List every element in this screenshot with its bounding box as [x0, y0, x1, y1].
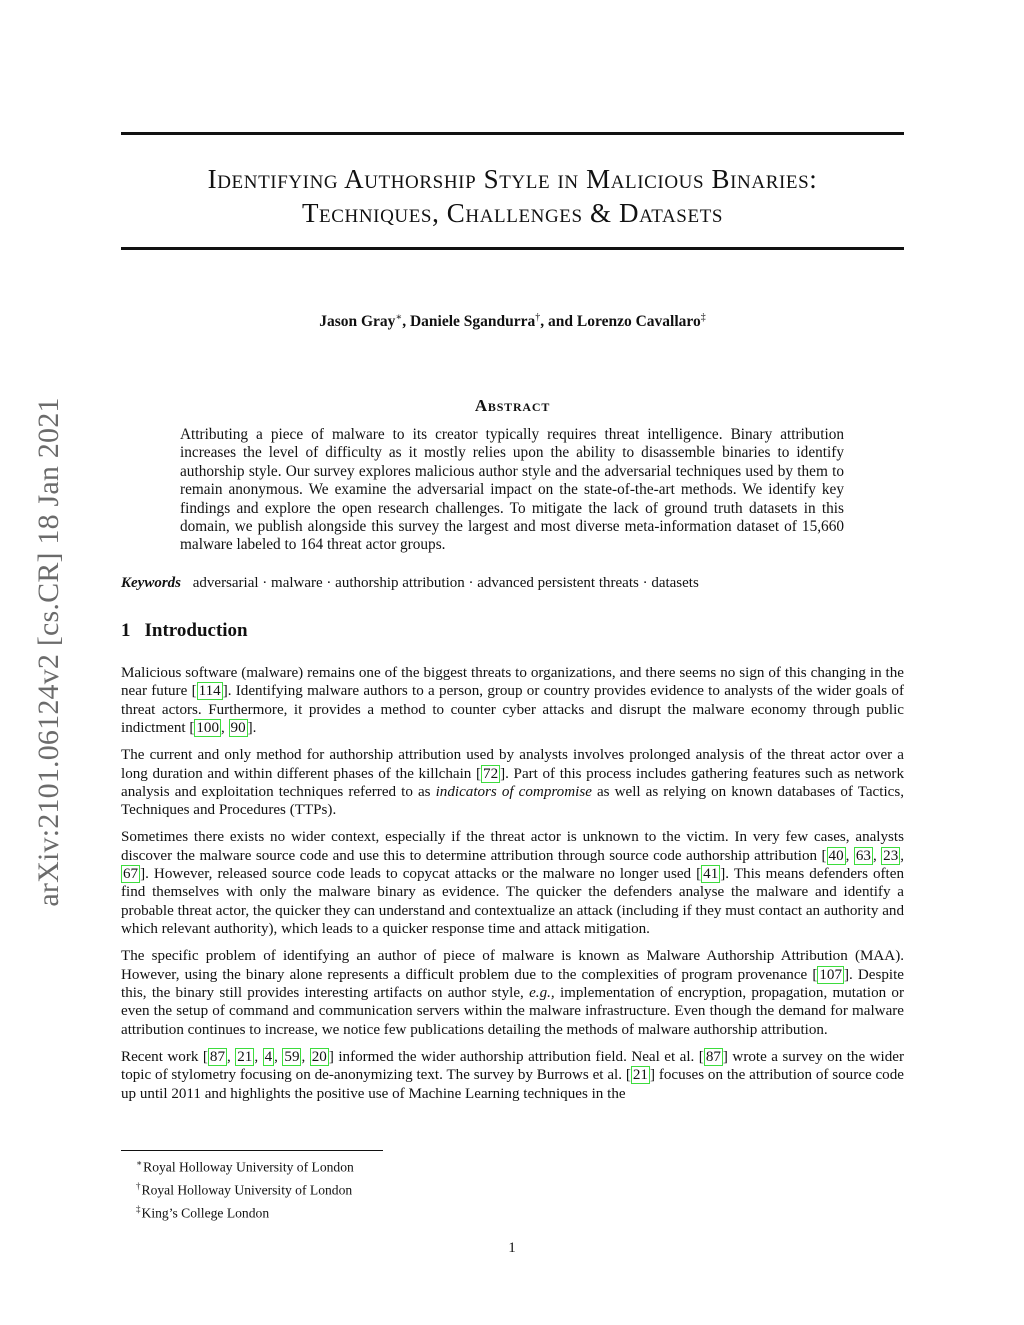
arxiv-side-stamp [28, 362, 70, 942]
citation-link[interactable]: 23 [883, 847, 899, 864]
citation-link[interactable]: 4 [264, 1048, 273, 1065]
author-list [121, 312, 904, 331]
citation-group: [ 72 ] [475, 765, 506, 782]
footnotes [136, 1154, 736, 1223]
keywords-label: Keywords [121, 575, 181, 591]
affiliation-mark: ∗ [395, 312, 403, 323]
body-text [121, 664, 904, 1111]
title-line-2: Techniques, Challenges & Datasets [301, 198, 724, 228]
citation-link[interactable]: 41 [703, 866, 719, 883]
emphasis: indicators of compromise [435, 783, 592, 800]
arxiv-identifier: arXiv:2101.06124v2 [cs.CR] 18 Jan 2021 [32, 397, 65, 907]
citation-link[interactable]: 20 [311, 1048, 327, 1065]
emphasis: e.g., [529, 985, 555, 1001]
abstract-heading: Abstract [474, 396, 551, 415]
affiliation-mark: † [535, 312, 541, 323]
author: Jason Gray∗, [319, 312, 410, 331]
citation-group: [ 41 ] [696, 866, 726, 883]
citation-link[interactable]: 21 [632, 1067, 648, 1084]
body-paragraph: Recent work [ 87 , 21 , 4 , 59 , 20 ] informed the wider authorship attribution field. Neal et al. [ 87 ] wrote a survey on the wider topic of stylometry focusing on de-anonymizing text. The survey by Burrows et al. [ 21 ] focuses on the attribution of source code up until 2011 and highlights the positive use of Machine Learning techniques in the [121, 1048, 904, 1102]
body-paragraph: Malicious software (malware) remains one of the biggest threats to organizations, and there seems no sign of this changing in the near future [ 114 ]. Identifying malware authors to a person, group or country provides evidence to analysts of the wider goals of threat actors. Furthermore, it provides a method to counter cyber attacks and disrupt the malware economy through public indictment [ 100 , 90 ]. [121, 665, 904, 737]
title-rule-bottom [121, 247, 904, 250]
citation-group: [ 87 ] [698, 1048, 728, 1065]
citation-group: [ 107 ] [812, 966, 850, 983]
keywords-line [121, 574, 904, 592]
section-number: 1 [121, 620, 131, 641]
body-paragraph: Sometimes there exists no wider context, especially if the threat actor is unknown to the victim. In very few cases, analysts discover the malware source code and use this to determine attribution through source code authorship attribution [ 40 , 63 , 23 , 67 ]. However, released source code leads to copycat attacks or the malware no longer used [ 41 ]. This means defenders often find themselves with only the malware binary as evidence. The quicker the defenders analyse the malware and identify a probable threat actor, the quicker they can understand and contextualize an attack (including if they must contact an authority and which relevant authority), which leads to a quicker response time and attack mitigation. [121, 829, 905, 938]
citation-group: [ 40 , 63 , 23 , 67 ] [123, 847, 905, 883]
citation-link[interactable]: 107 [819, 966, 842, 983]
citation-link[interactable]: 63 [855, 847, 871, 864]
author: Daniele Sgandurra†, and [409, 312, 577, 331]
citation-link[interactable]: 87 [209, 1048, 225, 1065]
footnote: ‡King’s College London [136, 1203, 270, 1221]
citation-link[interactable]: 21 [237, 1048, 253, 1065]
citation-link[interactable]: 67 [123, 866, 139, 883]
footnote: ∗Royal Holloway University of London [136, 1158, 354, 1175]
citation-link[interactable]: 87 [705, 1048, 721, 1065]
citation-group: [ 114 ] [191, 683, 228, 700]
citation-group: [ 100 , 90 ] [189, 720, 253, 737]
citation-link[interactable]: 90 [230, 720, 246, 737]
footnote-rule [121, 1150, 383, 1151]
citation-link[interactable]: 72 [483, 765, 499, 782]
citation-link[interactable]: 59 [284, 1048, 300, 1065]
citation-link[interactable]: 114 [198, 683, 221, 700]
keywords-text: adversarial · malware · authorship attribution · advanced persistent threats · datasets [192, 575, 699, 591]
page-number: 1 [508, 1240, 516, 1256]
paper-title [121, 162, 904, 230]
body-paragraph: The specific problem of identifying an author of piece of malware is known as Malware Authorship Attribution (MAA). However, using the binary alone represents a difficult problem due to the complexities of program provenance [ 107 ]. Despite this, the binary still provides interesting artifacts on author style, e.g., implementation of encryption, propagation, mutation or even the setup of command and communication servers within the malware infrastructure. Even though the demand for malware attribution continues to increase, we notice few publications detailing the methods of malware authorship attribution. [121, 948, 905, 1038]
citation-group: [ 21 ] [625, 1067, 655, 1084]
citation-group: [ 87 , 21 , 4 , 59 , 20 ] [202, 1048, 334, 1065]
title-line-1: Identifying Authorship Style in Malicious Binaries: [207, 164, 818, 194]
citation-link[interactable]: 100 [196, 720, 219, 737]
citation-link[interactable]: 40 [828, 847, 844, 864]
section-title: Introduction [144, 620, 248, 641]
affiliation-mark: ‡ [700, 312, 706, 323]
title-rule-top [121, 132, 904, 135]
abstract-text: Attributing a piece of malware to its creator typically requires threat intelligence. Binary attribution increases the level of difficulty as it mostly relies upon the ability to disassemble binaries to identify authorship style. Our survey explores malicious author style and the adversarial techniques used by them to remain anonymous. We examine the adversarial impact on the state-of-the-art methods. We identify key findings and explore the open research challenges. To mitigate the lack of ground truth datasets in this domain, we publish alongside this survey the largest and most diverse meta-information dataset of 15,660 malware labeled to 164 threat actor groups. [180, 426, 844, 554]
author: Lorenzo Cavallaro‡ [576, 312, 706, 331]
footnote: †Royal Holloway University of London [136, 1180, 353, 1198]
section-heading [121, 620, 248, 642]
body-paragraph: The current and only method for authorship attribution used by analysts involves prolonged analysis of the threat actor over a long duration and within different phases of the killchain [ 72 ]. Part of this process includes gathering features such as network analysis and exploitation techniques referred to as indicators of compromise as well as relying on known databases of Tactics, Techniques and Procedures (TTPs). [121, 747, 905, 819]
